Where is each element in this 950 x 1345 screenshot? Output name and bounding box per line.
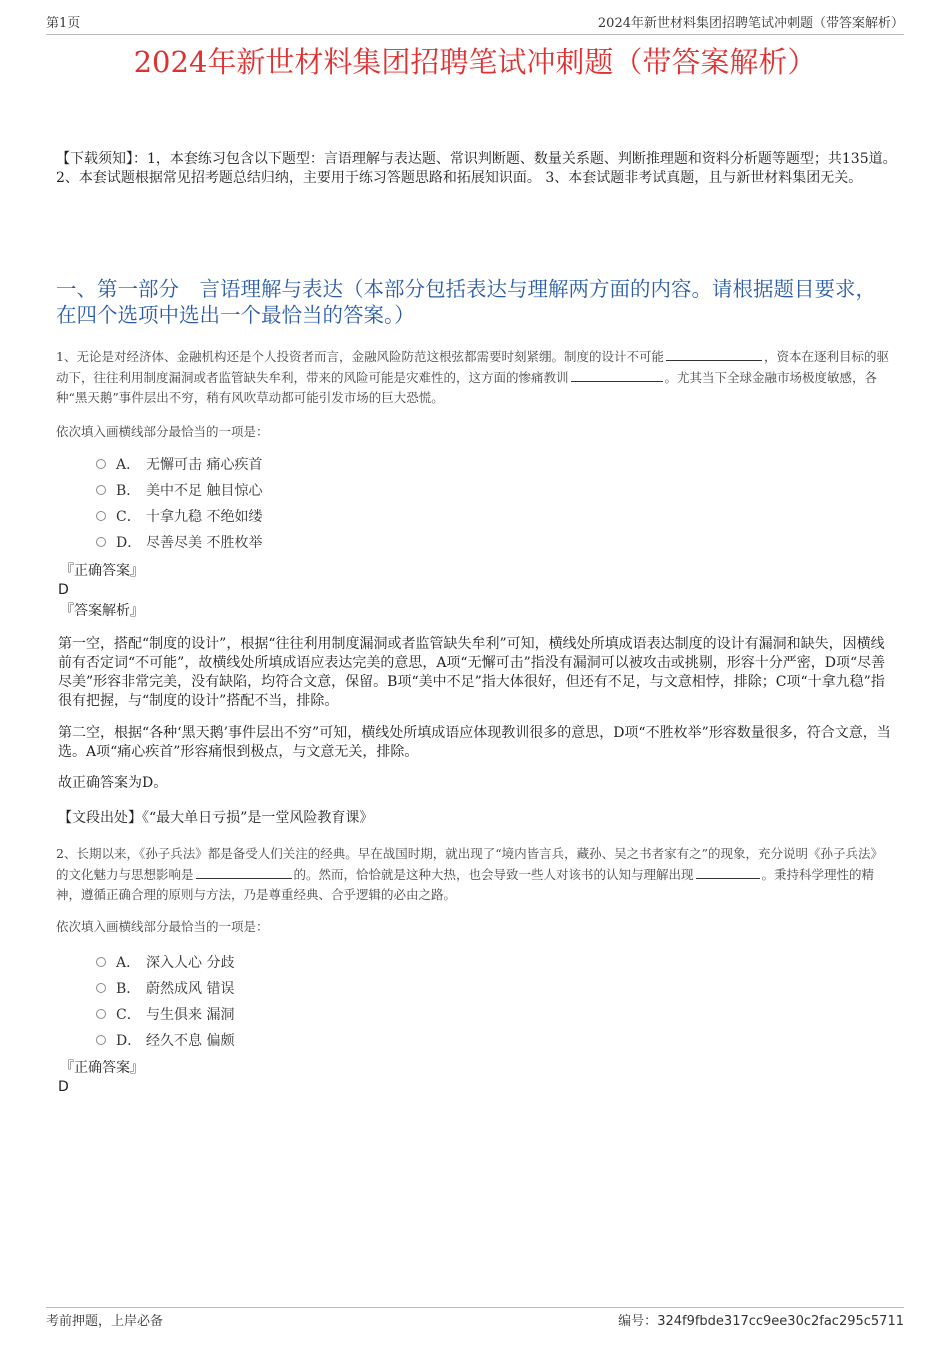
page-number: 第1页 <box>46 16 81 31</box>
question-2-options <box>96 950 234 1054</box>
radio-icon[interactable] <box>96 511 106 521</box>
correct-answer-label: 『正确答案』 <box>60 563 144 579</box>
section-heading: 一、第一部分 言语理解与表达（本部分包括表达与理解两方面的内容。请根据题目要求，在四个选项中选出一个最恰当的答案。） <box>56 277 876 327</box>
radio-icon[interactable] <box>96 957 106 967</box>
correct-answer-label: 『正确答案』 <box>60 1060 144 1076</box>
option-c[interactable]: C． 与生俱来 漏洞 <box>96 1002 234 1028</box>
option-a[interactable]: A． 深入人心 分歧 <box>96 950 234 976</box>
footer-serial: 编号：324f9fbde317cc9ee30c2fac295c5711 <box>618 1314 904 1329</box>
radio-icon[interactable] <box>96 459 106 469</box>
download-notice: 【下载须知】：1，本套练习包含以下题型：言语理解与表达题、常识判断题、数量关系题、判断推理题和资料分析题等题型；共135道。 2、本套试题根据常见招考题总结归纳，主要用于练习答题思路和拓展知识面。 3、本套试题非考试真题，且与新世材料集团无关。 <box>56 151 897 186</box>
page-header <box>46 14 904 35</box>
analysis-paragraph-2: 第二空，根据“各种‘黑天鹅’事件层出不穷”可知，横线处所填成语应体现教训很多的意思，D项“不胜枚举”形容数量很多，符合文意，当选。A项“痛心疾首”形容痛恨到极点，与文意无关，排除。 <box>58 725 891 760</box>
question-2-text: 2、长期以来，《孙子兵法》都是备受人们关注的经典。早在战国时期，就出现了“境内皆言兵，藏孙、吴之书者家有之”的现象，充分说明《孙子兵法》的文化魅力与思想影响是 的。然而，恰恰就是这种大热，也会导致一些人对该书的认知与理解出现 。秉持科学理性的精神，遵循正确合理的原则与方法，乃是尊重经典、合乎逻辑的必由之路。 <box>56 846 883 902</box>
radio-icon[interactable] <box>96 1035 106 1045</box>
analysis-conclusion: 故正确答案为D。 <box>58 775 168 791</box>
serial-code: 324f9fbde317cc9ee30c2fac295c5711 <box>657 1314 904 1329</box>
analysis-paragraph-1: 第一空，搭配“制度的设计”，根据“往往利用制度漏洞或者监管缺失牟利”可知，横线处所填成语表达制度的设计有漏洞和缺失，因横线前有否定词“不可能”，故横线处所填成语应表达完美的意思，A项“无懈可击”指没有漏洞可以被攻击或挑剔，形容十分严密，D项“尽善尽美”形容非常完美，没有缺陷，均符合文意，保留。B项“美中不足”指大体很好，但还有不足，与文意相悖，排除；C项“十拿九稳”指很有把握，与“制度的设计”搭配不当，排除。 <box>58 636 886 709</box>
radio-icon[interactable] <box>96 485 106 495</box>
fill-blank <box>196 864 292 879</box>
header-doc-title: 2024年新世材料集团招聘笔试冲刺题（带答案解析） <box>597 16 904 31</box>
page-footer <box>46 1307 904 1329</box>
radio-icon[interactable] <box>96 983 106 993</box>
question-1-options <box>96 452 262 556</box>
correct-answer: D <box>58 1079 69 1095</box>
option-d[interactable]: D． 经久不息 偏颇 <box>96 1028 234 1054</box>
fill-blank <box>571 367 663 382</box>
fill-blank <box>666 346 762 361</box>
document-title: 2024年新世材料集团招聘笔试冲刺题（带答案解析） <box>133 45 817 79</box>
question-1-prompt: 依次填入画横线部分最恰当的一项是： <box>56 424 269 439</box>
fill-blank <box>696 864 760 879</box>
source-citation: 【文段出处】《“最大单日亏损”是一堂风险教育课》 <box>58 810 374 826</box>
option-d[interactable]: D． 尽善尽美 不胜枚举 <box>96 530 262 556</box>
option-b[interactable]: B． 蔚然成风 错误 <box>96 976 234 1002</box>
footer-slogan: 考前押题，上岸必备 <box>46 1314 164 1329</box>
question-1-text: 1、无论是对经济体、金融机构还是个人投资者而言，金融风险防范这根弦都需要时刻紧绷。制度的设计不可能 ，资本在逐利目标的驱动下，往往利用制度漏洞或者监管缺失牟利，带来的风险可能是灾难性的，这方面的惨痛教训 。尤其当下全球金融市场极度敏感，各种“黑天鹅”事件层出不穷，稍有风吹草动都可能引发市场的巨大恐慌。 <box>56 346 892 408</box>
question-2-prompt: 依次填入画横线部分最恰当的一项是： <box>56 919 269 934</box>
option-b[interactable]: B． 美中不足 触目惊心 <box>96 478 262 504</box>
option-c[interactable]: C． 十拿九稳 不绝如缕 <box>96 504 262 530</box>
radio-icon[interactable] <box>96 537 106 547</box>
analysis-label: 『答案解析』 <box>60 603 144 619</box>
correct-answer: D <box>58 582 69 598</box>
radio-icon[interactable] <box>96 1009 106 1019</box>
option-a[interactable]: A． 无懈可击 痛心疾首 <box>96 452 262 478</box>
